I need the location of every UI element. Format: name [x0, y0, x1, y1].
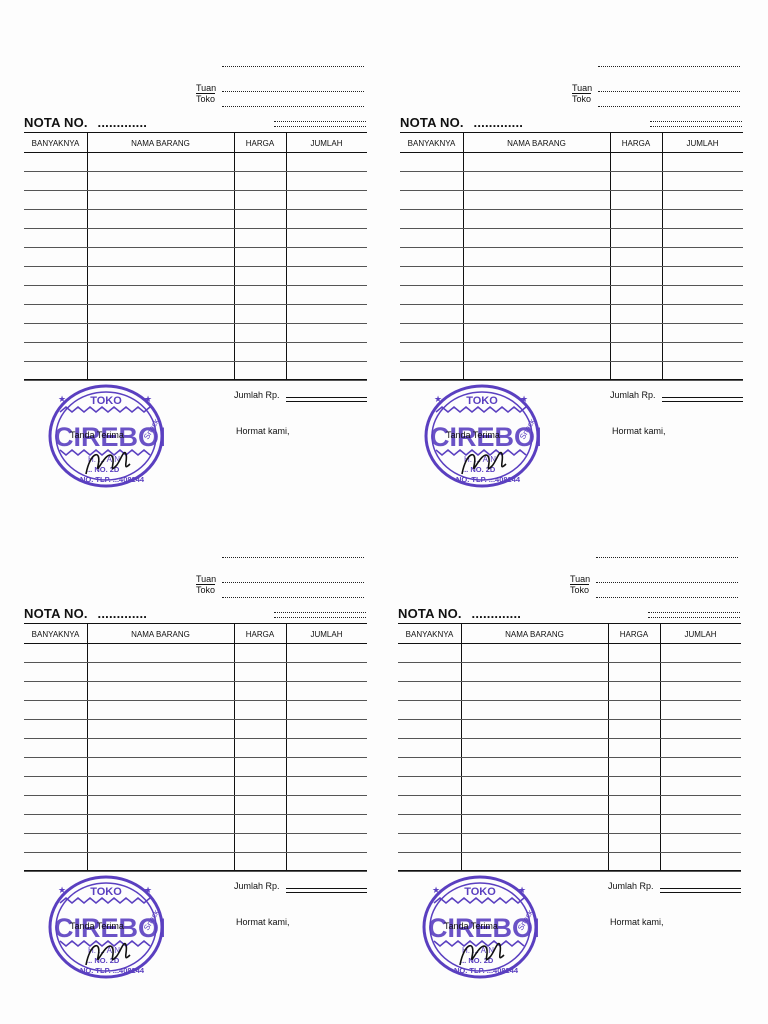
table-row[interactable] — [400, 209, 743, 210]
col-header-jumlah: JUMLAH — [686, 139, 719, 148]
nota-title — [400, 115, 523, 130]
jumlah-label: Jumlah Rp. — [234, 390, 280, 400]
nota-number-blank-line-2[interactable] — [650, 126, 742, 127]
table-row[interactable] — [24, 209, 367, 210]
tuan-blank-line[interactable] — [598, 91, 740, 92]
stamp-line-3: NO. TLP. ...408244 — [80, 475, 145, 484]
nota-number-dots[interactable]: ............. — [97, 115, 148, 130]
col-header-harga: HARGA — [619, 630, 649, 639]
items-table — [398, 623, 741, 871]
tuan-blank-line[interactable] — [222, 91, 364, 92]
col-header-jumlah: JUMLAH — [684, 630, 717, 639]
table-row[interactable] — [398, 814, 741, 815]
stamp-name-text: CIREBO — [430, 422, 536, 452]
table-row[interactable] — [398, 719, 741, 720]
tanda-terima-label: Tanda Terima — [70, 430, 124, 440]
nota-number-blank-line[interactable] — [274, 612, 366, 613]
nota-form — [24, 491, 368, 975]
table-row[interactable] — [24, 795, 367, 796]
header-underline — [400, 152, 743, 153]
stamp-line-2: ... NO. 2D — [86, 465, 120, 474]
table-row[interactable] — [400, 342, 743, 343]
col-header-harga: HARGA — [245, 630, 275, 639]
jumlah-blank-line-2[interactable] — [286, 401, 367, 402]
stamp-line-2: ... NO. 2D — [86, 956, 120, 965]
toko-label: Toko — [570, 585, 590, 595]
nota-form — [398, 491, 742, 975]
stamp-line-1: H. ... AIN — [88, 455, 121, 464]
col-header-banyaknya: BANYAKNYA — [405, 630, 454, 639]
toko-blank-line[interactable] — [222, 106, 364, 107]
toko-label: Toko — [572, 94, 592, 104]
toko-label: Toko — [196, 585, 216, 595]
header-blank-line[interactable] — [596, 557, 738, 558]
jumlah-blank-line-2[interactable] — [660, 892, 741, 893]
table-row[interactable] — [398, 700, 741, 701]
jumlah-blank-line[interactable] — [286, 397, 367, 398]
col-header-harga: HARGA — [245, 139, 275, 148]
svg-text:★: ★ — [144, 394, 153, 404]
table-row[interactable] — [400, 171, 743, 172]
shop-stamp — [46, 382, 164, 490]
nota-number-blank-line-2[interactable] — [274, 126, 366, 127]
table-row[interactable] — [24, 285, 367, 286]
nota-title — [398, 606, 521, 621]
toko-label: Toko — [196, 94, 216, 104]
header-underline — [24, 643, 367, 644]
table-row[interactable] — [400, 228, 743, 229]
nota-title — [24, 606, 147, 621]
nota-form — [24, 0, 368, 484]
items-table — [400, 132, 743, 380]
stamp-line-3: NO. TLP. ...408244 — [80, 966, 145, 975]
col-header-nama-barang: NAMA BARANG — [507, 139, 566, 148]
col-header-banyaknya: BANYAKNYA — [31, 630, 80, 639]
stamp-side-text: Snack — [141, 908, 161, 932]
header-blank-line[interactable] — [598, 66, 740, 67]
stamp-side-text: Snack — [515, 908, 535, 932]
nota-title-label: NOTA NO. — [400, 115, 464, 130]
table-row[interactable] — [398, 776, 741, 777]
col-header-harga: HARGA — [621, 139, 651, 148]
hormat-kami-label: Hormat kami, — [236, 426, 290, 436]
stamp-side-text: Snack — [141, 417, 161, 441]
table-row[interactable] — [24, 380, 367, 381]
stamp-name-text: CIREBO — [428, 913, 534, 943]
header-blank-line[interactable] — [222, 66, 364, 67]
table-row[interactable] — [24, 738, 367, 739]
table-row[interactable] — [24, 228, 367, 229]
shop-stamp — [422, 382, 540, 490]
table-row[interactable] — [24, 719, 367, 720]
nota-form — [400, 0, 744, 484]
table-row[interactable] — [400, 361, 743, 362]
col-header-banyaknya: BANYAKNYA — [31, 139, 80, 148]
svg-text:★: ★ — [520, 394, 529, 404]
hormat-kami-label: Hormat kami, — [610, 917, 664, 927]
svg-text:★: ★ — [518, 885, 527, 895]
nota-number-dots[interactable]: ............. — [97, 606, 148, 621]
shop-stamp — [46, 873, 164, 981]
tuan-blank-line[interactable] — [596, 582, 738, 583]
hormat-kami-label: Hormat kami, — [236, 917, 290, 927]
tuan-blank-line[interactable] — [222, 582, 364, 583]
stamp-line-1: H. ... AIN — [464, 455, 497, 464]
stamp-line-2: ... NO. 2D — [460, 956, 494, 965]
table-row[interactable] — [24, 776, 367, 777]
toko-blank-line[interactable] — [222, 597, 364, 598]
col-header-jumlah: JUMLAH — [310, 139, 343, 148]
col-header-nama-barang: NAMA BARANG — [505, 630, 564, 639]
table-row[interactable] — [400, 190, 743, 191]
table-row[interactable] — [24, 662, 367, 663]
hormat-kami-label: Hormat kami, — [612, 426, 666, 436]
tanda-terima-label: Tanda Terima — [444, 921, 498, 931]
nota-number-dots[interactable]: ............. — [471, 606, 522, 621]
toko-blank-line[interactable] — [598, 106, 740, 107]
table-row[interactable] — [24, 342, 367, 343]
stamp-name-text: CIREBO — [54, 913, 160, 943]
col-header-nama-barang: NAMA BARANG — [131, 630, 190, 639]
tuan-label: Tuan — [196, 574, 217, 584]
jumlah-blank-line-2[interactable] — [662, 401, 743, 402]
stamp-line-1: H. ... AIN — [88, 946, 121, 955]
tuan-label: Tuan — [572, 83, 593, 93]
table-row[interactable] — [24, 304, 367, 305]
table-row[interactable] — [400, 266, 743, 267]
shop-stamp — [420, 873, 538, 981]
table-row[interactable] — [24, 681, 367, 682]
nota-title-label: NOTA NO. — [24, 115, 88, 130]
table-row[interactable] — [398, 738, 741, 739]
items-table — [24, 623, 367, 871]
table-row[interactable] — [24, 171, 367, 172]
tuan-label: Tuan — [570, 574, 591, 584]
table-row[interactable] — [24, 323, 367, 324]
nota-number-blank-line[interactable] — [274, 121, 366, 122]
table-row[interactable] — [24, 266, 367, 267]
table-row[interactable] — [24, 700, 367, 701]
table-row[interactable] — [24, 247, 367, 248]
jumlah-blank-line-2[interactable] — [286, 892, 367, 893]
table-row[interactable] — [398, 795, 741, 796]
col-header-jumlah: JUMLAH — [310, 630, 343, 639]
header-underline — [24, 152, 367, 153]
table-row[interactable] — [400, 285, 743, 286]
nota-number-blank-line[interactable] — [648, 612, 740, 613]
nota-number-blank-line[interactable] — [650, 121, 742, 122]
table-row[interactable] — [400, 247, 743, 248]
jumlah-blank-line[interactable] — [286, 888, 367, 889]
table-row[interactable] — [24, 871, 367, 872]
jumlah-label: Jumlah Rp. — [608, 881, 654, 891]
nota-number-blank-line-2[interactable] — [274, 617, 366, 618]
stamp-line-3: NO. TLP. ...408244 — [456, 475, 521, 484]
jumlah-label: Jumlah Rp. — [610, 390, 656, 400]
svg-text:★: ★ — [58, 885, 67, 895]
table-row[interactable] — [24, 757, 367, 758]
tanda-terima-label: Tanda Terima — [446, 430, 500, 440]
nota-number-dots[interactable]: ............. — [473, 115, 524, 130]
col-header-nama-barang: NAMA BARANG — [131, 139, 190, 148]
stamp-top-text: TOKO — [464, 886, 496, 898]
table-row[interactable] — [24, 814, 367, 815]
stamp-side-text: Snack — [517, 417, 537, 441]
stamp-top-text: TOKO — [466, 395, 498, 407]
nota-title — [24, 115, 147, 130]
jumlah-blank-line[interactable] — [660, 888, 741, 889]
table-row[interactable] — [24, 190, 367, 191]
table-row[interactable] — [398, 681, 741, 682]
stamp-line-1: H. ... AIN — [462, 946, 495, 955]
tanda-terima-label: Tanda Terima — [70, 921, 124, 931]
stamp-name-text: CIREBO — [54, 422, 160, 452]
col-header-banyaknya: BANYAKNYA — [407, 139, 456, 148]
stamp-line-2: ... NO. 2D — [462, 465, 496, 474]
jumlah-label: Jumlah Rp. — [234, 881, 280, 891]
stamp-line-3: NO. TLP. ...408244 — [454, 966, 519, 975]
stamp-top-text: TOKO — [90, 395, 122, 407]
table-row[interactable] — [400, 380, 743, 381]
table-row[interactable] — [400, 304, 743, 305]
svg-text:★: ★ — [432, 885, 441, 895]
nota-title-label: NOTA NO. — [398, 606, 462, 621]
toko-blank-line[interactable] — [596, 597, 738, 598]
table-row[interactable] — [24, 361, 367, 362]
stamp-top-text: TOKO — [90, 886, 122, 898]
header-blank-line[interactable] — [222, 557, 364, 558]
svg-text:★: ★ — [144, 885, 153, 895]
nota-title-label: NOTA NO. — [24, 606, 88, 621]
table-row[interactable] — [398, 833, 741, 834]
table-row[interactable] — [398, 757, 741, 758]
table-row[interactable] — [24, 852, 367, 853]
nota-number-blank-line-2[interactable] — [648, 617, 740, 618]
items-table — [24, 132, 367, 380]
tuan-label: Tuan — [196, 83, 217, 93]
table-row[interactable] — [24, 833, 367, 834]
table-row[interactable] — [398, 852, 741, 853]
svg-text:★: ★ — [58, 394, 67, 404]
header-underline — [398, 643, 741, 644]
jumlah-blank-line[interactable] — [662, 397, 743, 398]
table-row[interactable] — [398, 662, 741, 663]
table-row[interactable] — [398, 871, 741, 872]
table-row[interactable] — [400, 323, 743, 324]
svg-text:★: ★ — [434, 394, 443, 404]
